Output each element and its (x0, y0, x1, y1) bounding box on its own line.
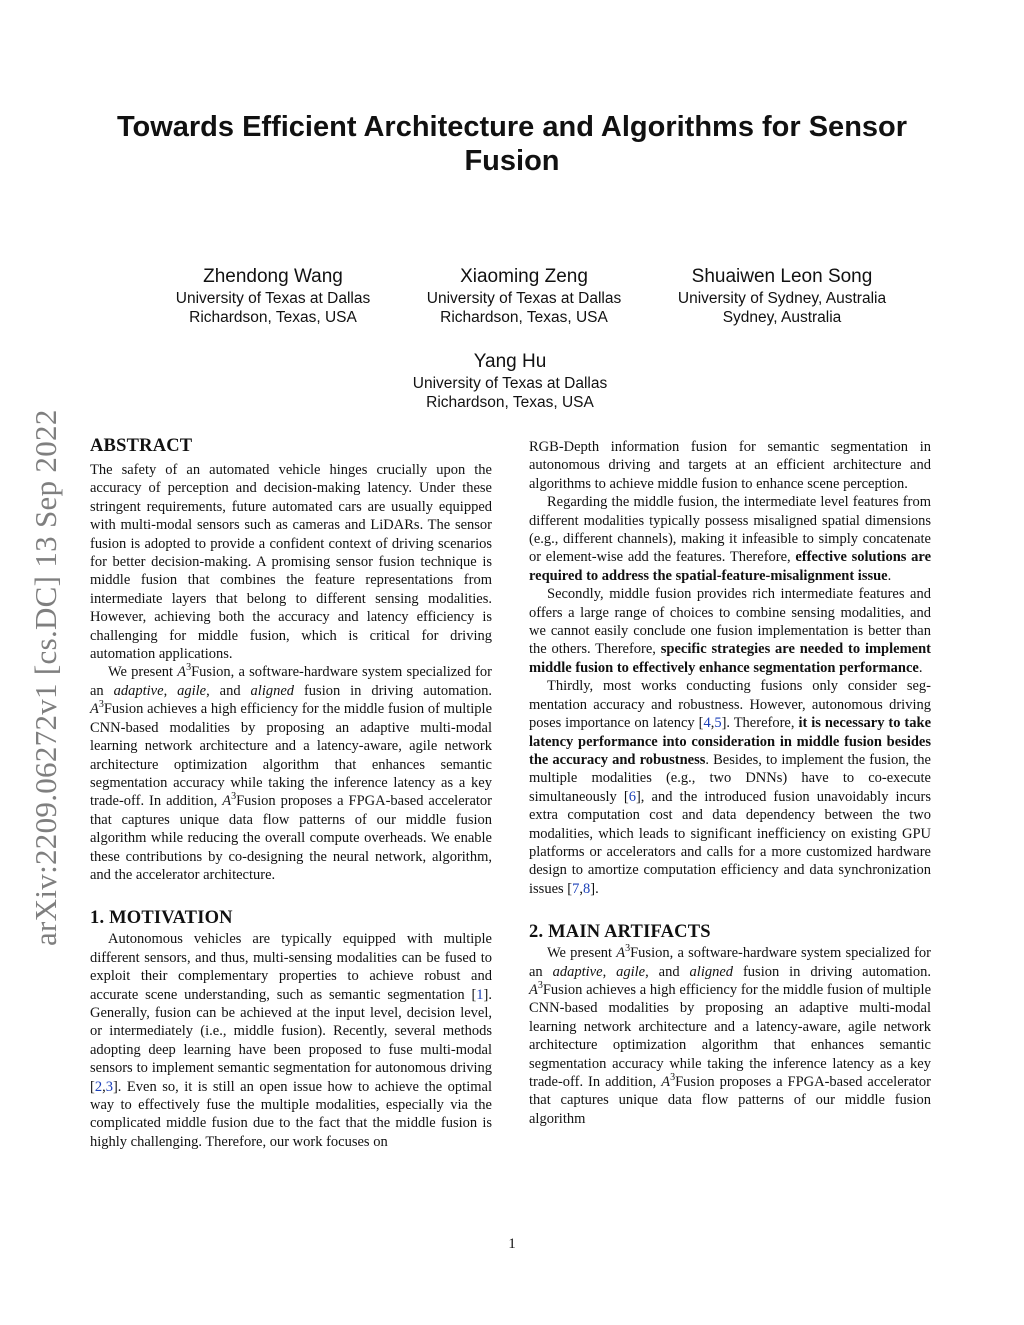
right-column (529, 438, 931, 1128)
author-affiliation: University of Texas at Dallas (412, 375, 608, 392)
page-number: 1 (508, 1236, 516, 1252)
body-paragraph: Regarding the middle fusion, the intermediate level features from different modalities typically possess misaligned spatial dimensions (e.g., different channels), making it infeasible to simply concatenate or element-wise add the features. Therefore, effective solutions are required to address the spatial-feature-misalignment issue. (529, 494, 931, 584)
citation-link[interactable]: 7 (572, 880, 580, 897)
author-name: Xiaoming Zeng (460, 266, 588, 287)
citation-link[interactable]: 5 (714, 715, 722, 732)
author-affiliation: University of Texas at Dallas (175, 290, 371, 307)
citation-link[interactable]: 4 (703, 715, 711, 732)
body-paragraph: Secondly, middle fusion provides rich intermediate features and offers a large range of choices to combine sensing modalities, and we cannot easily conclude one fusion implementation is better than the others. Therefore, specific strategies are needed to implement middle fusion to effectively enhance segmentation performance. (529, 586, 931, 676)
citation-link[interactable]: 8 (582, 880, 591, 897)
paper-title: Towards Efficient Architecture and Algorithms for Sensor Fusion (116, 111, 908, 177)
citation-link[interactable]: 2 (94, 1078, 103, 1095)
author-affiliation: University of Texas at Dallas (426, 290, 622, 307)
body-paragraph: RGB-Depth information fusion for semantic segmentation in autonomous driving and targets at an efficient architecture and algorithms to achieve middle fusion to enhance scene perception. (529, 439, 931, 492)
abstract-paragraph: We present $A^3Fusion$, a software-hardware system specialized for an adaptive, agile, and aligned fusion in driving automation. $A^3Fusion$ achieves a high efficiency for the middle fusion of multiple CNN-based modalities by proposing an adaptive multi-modal learning network architecture and a latency-aware, agile network architecture optimization algorithm that enhances semantic segmentation accuracy while taking the inference latency as a key trade-off. In addition, $A^3Fusion$ proposes a FPGA-based accelerator that captures unique data flow patterns of our middle fusion algorithm while reducing the overall compute overheads. We enable these contributions by co-designing the neural network, algorithm, and the accelerator architecture. (90, 662, 493, 883)
body-paragraph: We present $A^3Fusion$, a software-hardware system specialized for an adaptive, agile, and aligned fusion in driving automation. $A^3Fusion$ achieves a high efficiency for the middle fusion of multiple CNN-based modalities by proposing an adaptive multi-modal learning network architecture and a latency-aware, agile network architecture optimization algorithm that enhances semantic segmentation accuracy while taking the inference latency as a key trade-off. In addition, $A^3Fusion$ proposes a FPGA-based accelerator that captures unique data flow patterns of our middle fusion algorithm (529, 943, 932, 1127)
body-paragraph: Autonomous vehicles are typically equipped with multiple different sensors, and thus, multi-sensing modalities can be fused to exploit their complementary properties to achieve robust and accurate scene understanding, such as semantic segmentation [1]. Generally, fusion can be achieved at the input level, decision level, or intermediately (i.e., middle fusion). Recently, several methods adopting deep learning have been proposed to fuse multi-modal sensors to implement semantic segmentation for autonomous driving [2,3]. Even so, it is still an open issue how to achieve the optimal way to effectively fuse the multiple modalities, especially via the complicated middle fusion due to the fact that the middle fusion is highly challenging. Therefore, our work focuses on (90, 931, 492, 1150)
citation-link[interactable]: 3 (105, 1078, 113, 1095)
left-column (90, 434, 492, 1151)
author-location: Richardson, Texas, USA (440, 309, 608, 326)
abstract-paragraph: The safety of an automated vehicle hinges crucially upon the accuracy of perception and decision-making latency. Under these stringent requirements, future automated cars are usually equipped with multi-modal sensors such as cameras and LiDARs. The sensor fusion is adopted to provide a confident context of driving scenarios for better decision-making. A promising sensor fusion technique is middle fusion that combines the feature representations from intermediate layers that belong to different sensing modalities. However, achieving both the accuracy and latency efficiency is challenging for middle fusion, which is critical for driving automation applications. (90, 462, 492, 663)
abstract-heading: ABSTRACT (90, 436, 193, 456)
section-heading-motivation: 1. MOTIVATION (90, 908, 233, 929)
arxiv-identifier: arXiv:2209.06272v1 [cs.DC] 13 Sep 2022 (28, 409, 63, 946)
author-name: Shuaiwen Leon Song (691, 266, 873, 287)
author-block (652, 265, 912, 327)
citation-link[interactable]: 1 (476, 986, 484, 1003)
author-location: Sydney, Australia (722, 309, 842, 326)
citation-link[interactable]: 6 (628, 788, 636, 805)
author-block (380, 350, 640, 412)
author-location: Richardson, Texas, USA (426, 394, 594, 411)
author-location: Richardson, Texas, USA (189, 309, 357, 326)
section-heading-main-artifacts: 2. MAIN ARTIFACTS (529, 922, 711, 943)
body-paragraph: Thirdly, most works conducting fusions only consider segmentation accuracy and robustness. However, autonomous driving poses importance on latency [4,5]. Therefore, it is necessary to take latency performance into consideration in middle fusion besides the accuracy and robustness. Besides, to implement the fusion, the multiple modalities (e.g., two DNNs) have to co-execute simultaneously [6], and the introduced fusion unavoidably incurs extra computation cost and data dependency between the two modalities, which leads to significant inefficiency on existing GPU platforms or accelerators and calls for a more customized hardware design to amortize computation efficiency and data synchronization issues [7,8]. (529, 678, 932, 897)
author-name: Yang Hu (473, 351, 547, 372)
author-block (394, 265, 654, 327)
author-affiliation: University of Sydney, Australia (677, 290, 887, 307)
author-name: Zhendong Wang (203, 266, 343, 287)
author-block (143, 265, 403, 327)
